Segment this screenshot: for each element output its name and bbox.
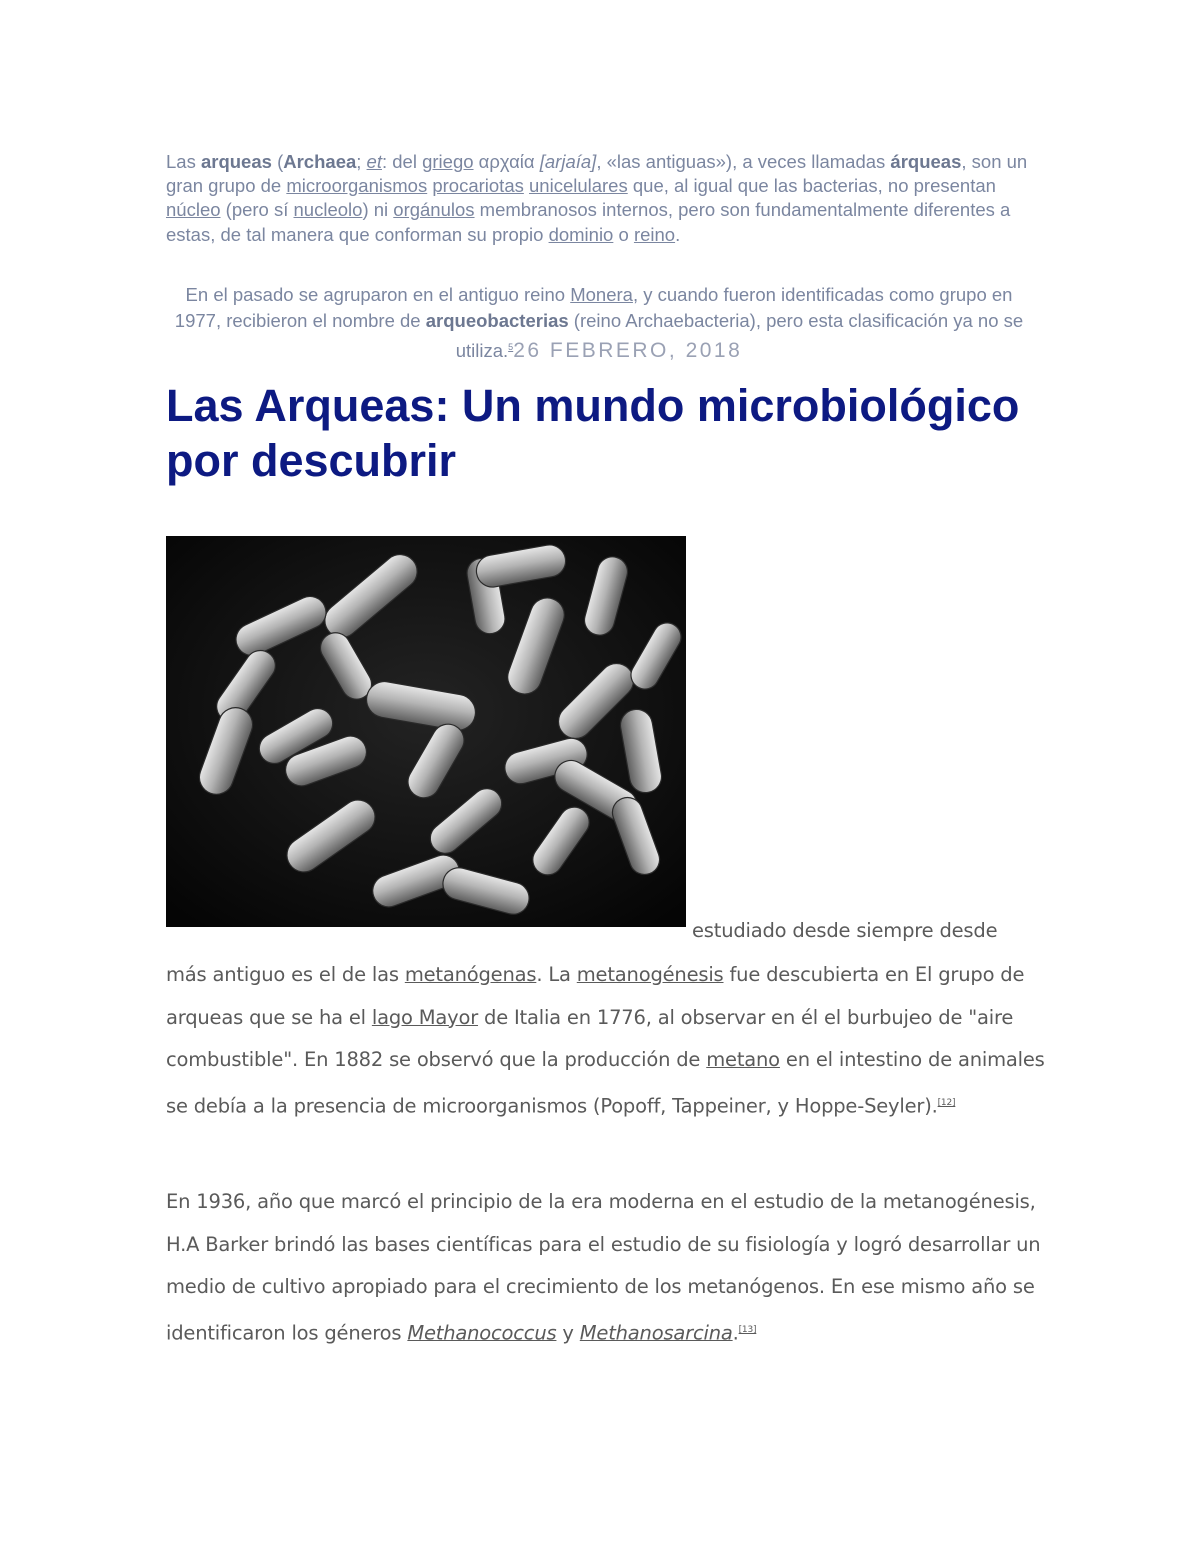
link-et[interactable]: et	[366, 151, 382, 172]
link-metanogenesis[interactable]: metanogénesis	[576, 963, 724, 986]
footnote-ref[interactable]: 5	[508, 342, 514, 352]
article-paragraph-2	[166, 1181, 1046, 1355]
greek-word: αρχαία	[478, 151, 535, 172]
article-paragraph-1	[166, 954, 1046, 1128]
link-microorganismos[interactable]: microorganismos	[286, 175, 428, 197]
text: . La	[536, 963, 577, 986]
text: más antiguo es el de las	[166, 963, 405, 986]
link-reino[interactable]: reino	[633, 223, 676, 245]
link-methanococcus[interactable]: Methanococcus	[407, 1321, 557, 1345]
transliteration: [arjaía]	[539, 151, 597, 172]
text: .	[732, 1321, 739, 1345]
archaea-micrograph-image	[166, 536, 686, 927]
text: y	[556, 1321, 580, 1345]
text: ;	[356, 151, 367, 172]
image-caption-text: estudiado desde siempre desde	[692, 919, 998, 942]
text: fue descubierta en El grupo de arqueas que se ha el	[166, 963, 1025, 1029]
text: membranosos internos, pero son fundamentalmente diferentes a estas, de tal manera que conforman su propio	[166, 199, 1011, 245]
text: , y cuando fueron identificadas como grupo en 1977, recibieron el nombre de	[174, 284, 1013, 331]
text: , «las antiguas»), a veces llamadas	[596, 151, 891, 172]
text: ) ni	[362, 199, 394, 221]
term-arqueas-alt: árqueas	[890, 151, 962, 172]
reference-link[interactable]: [13]	[738, 1324, 757, 1335]
link-procariotas[interactable]: procariotas	[432, 175, 524, 197]
intro-paragraph	[166, 150, 1036, 247]
term-archaea: Archaea	[283, 151, 357, 172]
link-methanosarcina[interactable]: Methanosarcina	[579, 1321, 733, 1345]
link-monera[interactable]: Monera	[570, 284, 633, 305]
link-organulos[interactable]: orgánulos	[393, 199, 475, 221]
text: de Italia en 1776, al observar en él el burbujeo de "aire combustible". En 1882 se observó que la producción de	[166, 1005, 1014, 1072]
link-lago-mayor[interactable]: lago Mayor	[371, 1005, 479, 1029]
term-arqueobacterias: arqueobacterias	[425, 310, 569, 331]
text: o	[613, 223, 634, 245]
text: (reino Archaebacteria), pero esta clasificación ya no se utiliza.	[455, 310, 1024, 362]
link-metanogenas[interactable]: metanógenas	[404, 963, 537, 986]
text: , son un gran grupo de	[166, 151, 1028, 197]
text: (pero sí	[220, 199, 294, 221]
link-metano[interactable]: metano	[706, 1048, 780, 1072]
text: que, al igual que las bacterias, no presentan	[627, 175, 996, 197]
link-dominio[interactable]: dominio	[548, 223, 614, 245]
text: En 1936, año que marcó el principio de la era moderna en el estudio de la metanogénesis, H.A Barker brindó las bases científicas para el estudio de su fisiología y logró desarrollar un medio de cultivo apropiado para el crecimiento de los metanógenos. En ese mismo año se identificaron los géneros	[166, 1190, 1041, 1345]
post-date: 26 FEBRERO, 2018	[513, 339, 743, 363]
link-griego[interactable]: griego	[422, 151, 474, 172]
article-title: Las Arqueas: Un mundo microbiológico por descubrir	[166, 380, 1020, 486]
link-nucleo[interactable]: núcleo	[166, 199, 221, 221]
link-unicelulares[interactable]: unicelulares	[529, 175, 628, 197]
text: (	[271, 151, 284, 172]
text: Las	[166, 151, 201, 172]
text: En el pasado se agruparon en el antiguo reino	[185, 284, 571, 305]
link-nucleolo[interactable]: nucleolo	[293, 199, 363, 221]
text: : del	[381, 151, 423, 172]
text: .	[675, 223, 681, 245]
text: en el intestino de animales se debía a la presencia de microorganismos (Popoff, Tappeiner, y Hoppe-Seyler).	[166, 1048, 1045, 1118]
history-paragraph	[166, 282, 1032, 364]
term-arqueas: arqueas	[200, 151, 272, 172]
reference-link[interactable]: [12]	[937, 1097, 956, 1108]
